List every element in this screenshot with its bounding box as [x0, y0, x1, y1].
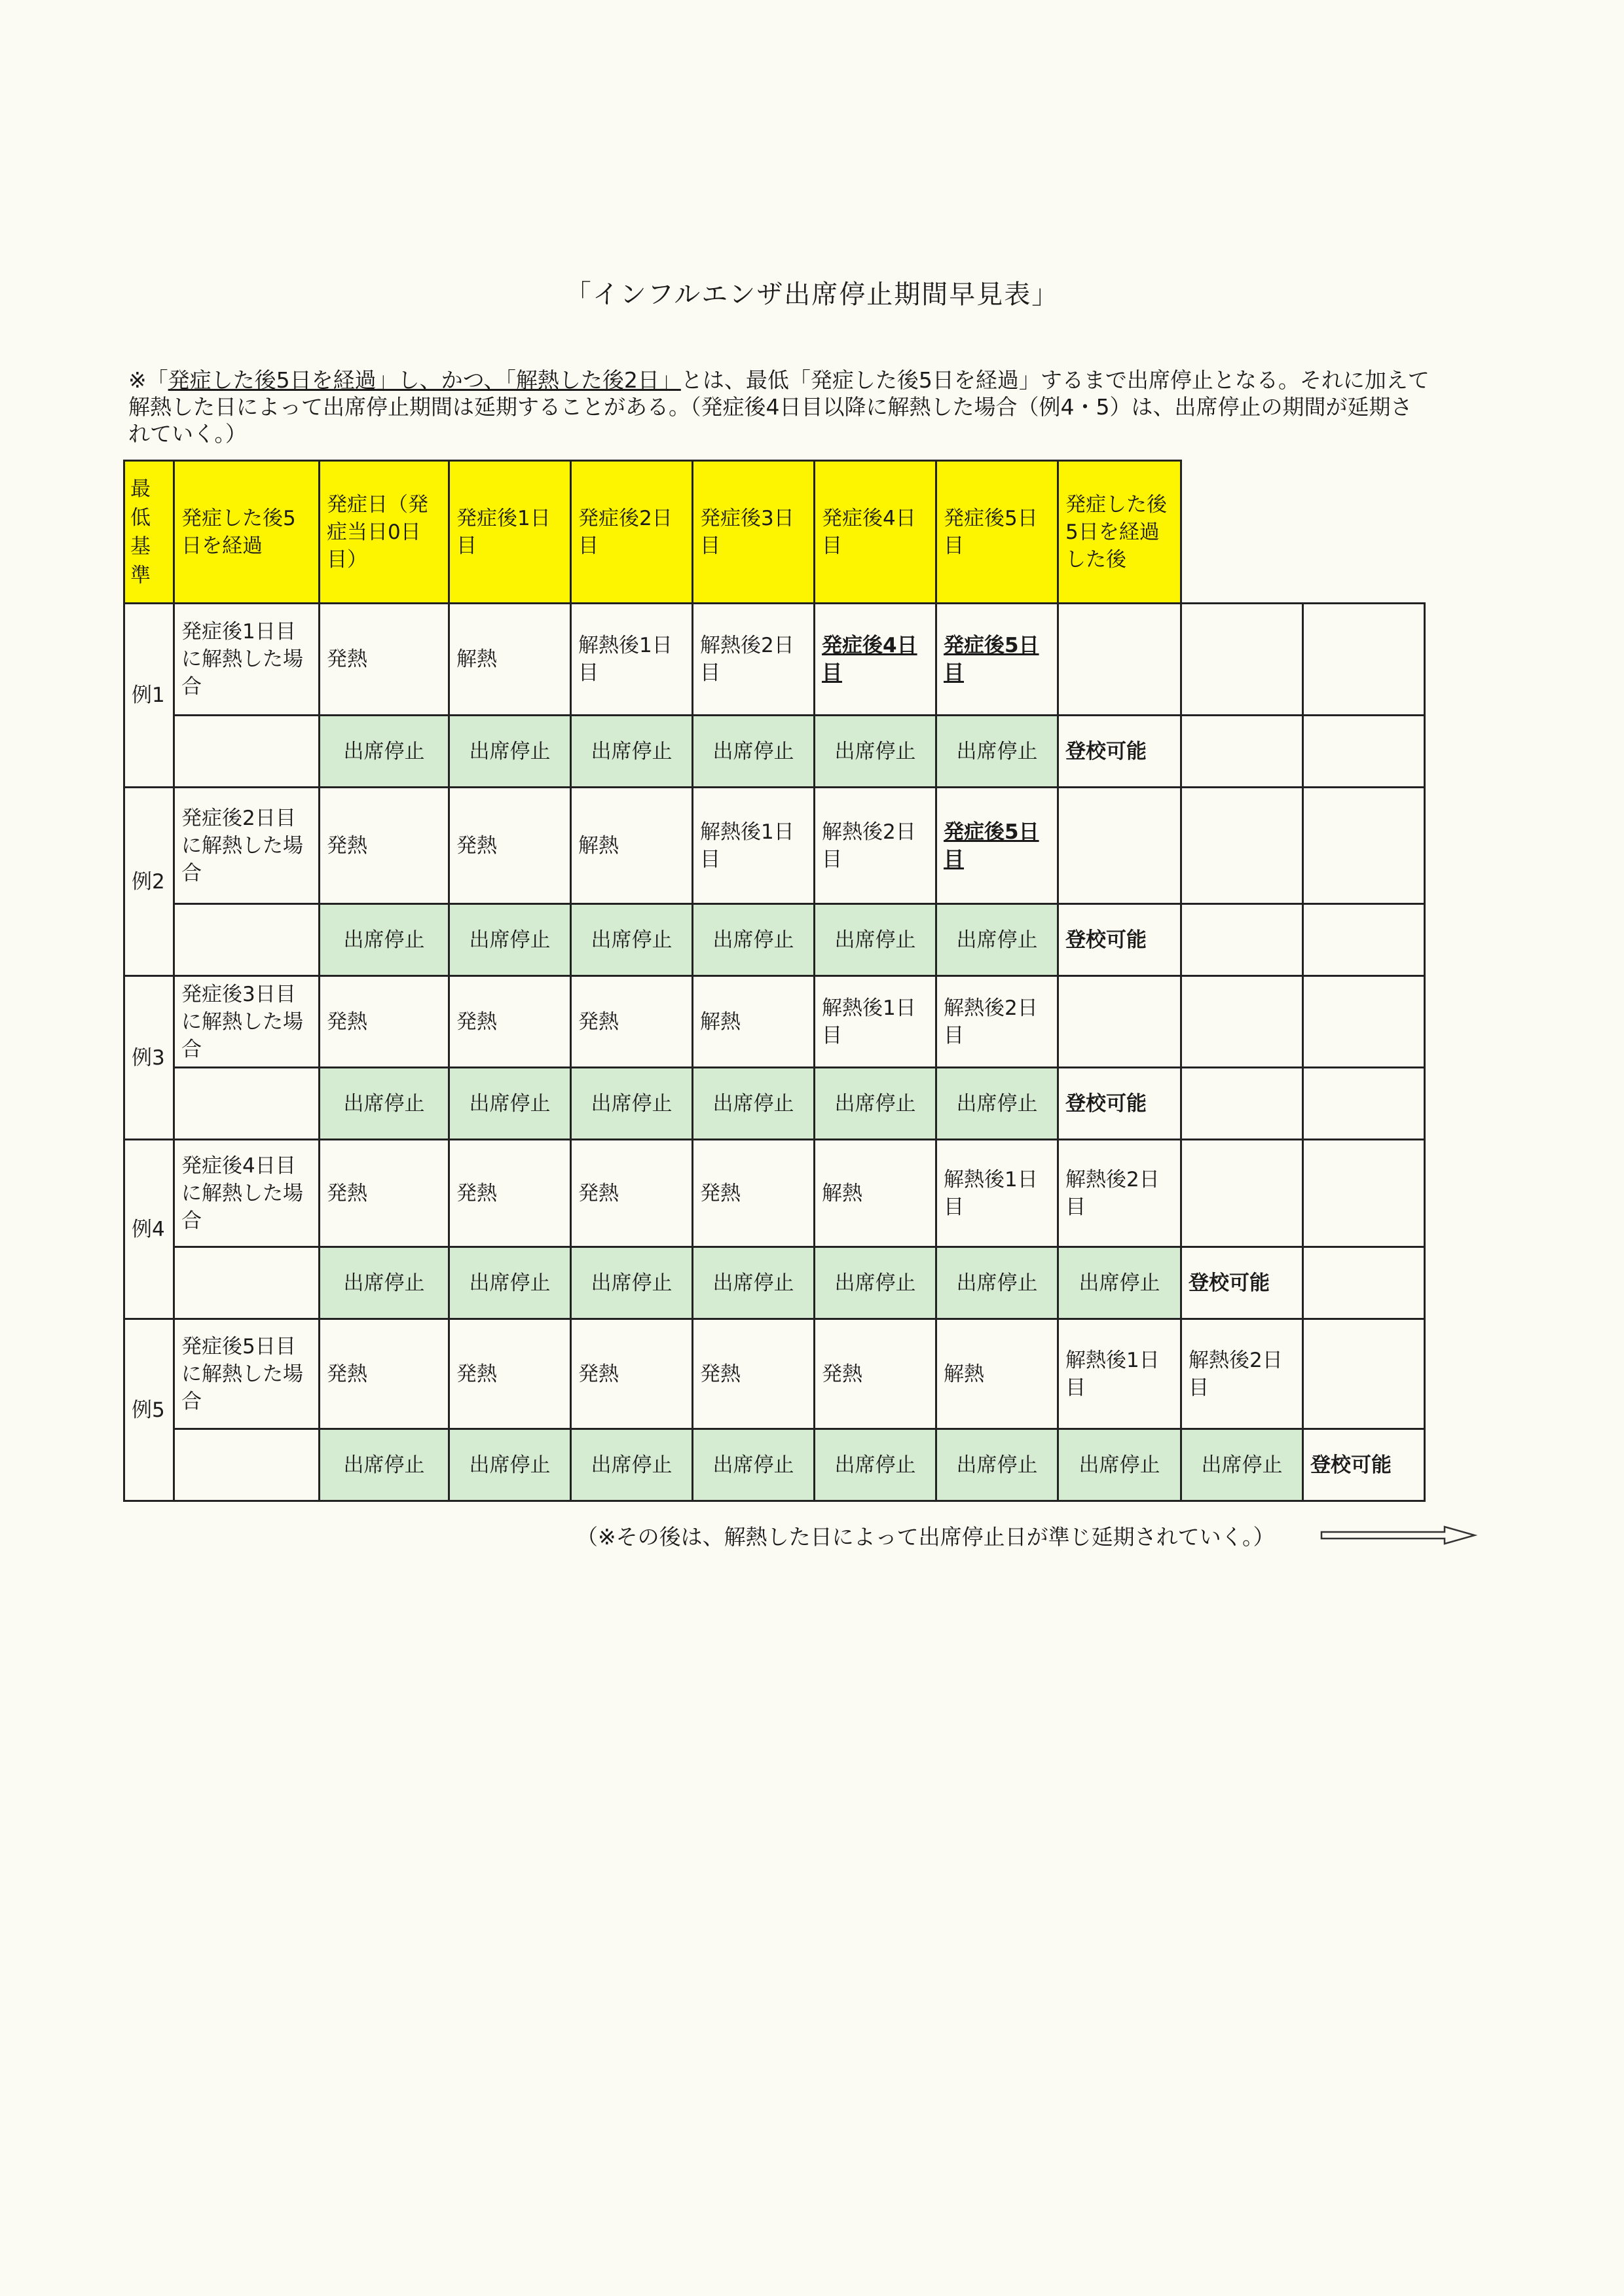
example-2-status-row	[124, 788, 1425, 904]
example-5-status-row	[124, 1319, 1425, 1429]
example-1-status-row	[124, 604, 1425, 716]
stop-cell: 出席停止	[936, 1068, 1058, 1140]
header-day0: 発症日（発症当日0日目）	[320, 461, 449, 604]
status-cell: 解熱後1日目	[936, 1140, 1058, 1247]
status-cell: 解熱後2日目	[1058, 1140, 1181, 1247]
header-row	[124, 461, 1425, 604]
status-cell: 解熱	[571, 788, 693, 904]
status-cell: 解熱後1日目	[693, 788, 815, 904]
right-arrow-icon	[1320, 1525, 1477, 1545]
stop-cell: 出席停止	[571, 1068, 693, 1140]
status-cell: 発熱	[320, 604, 449, 716]
stop-cell: 出席停止	[320, 904, 449, 976]
ok-cell: 登校可能	[1303, 1429, 1425, 1501]
stop-cell: 出席停止	[693, 716, 815, 788]
status-cell: 発熱	[449, 788, 571, 904]
stop-cell: 出席停止	[815, 1429, 936, 1501]
status-cell: 発症後4日目	[815, 604, 936, 716]
stop-cell: 出席停止	[449, 904, 571, 976]
footnote: （※その後は、解熱した日によって出席停止日が準じ延期されていく。）	[576, 1524, 1275, 1550]
stop-cell: 出席停止	[936, 1247, 1058, 1319]
stop-cell: 出席停止	[1058, 1429, 1181, 1501]
example-label: 例2	[124, 788, 174, 976]
status-cell: 解熱	[693, 976, 815, 1068]
status-cell: 解熱	[449, 604, 571, 716]
stop-cell: 出席停止	[693, 904, 815, 976]
stop-cell: 出席停止	[815, 716, 936, 788]
status-cell: 発熱	[693, 1140, 815, 1247]
example-4-status-row	[124, 1140, 1425, 1247]
example-label: 例4	[124, 1140, 174, 1319]
example-2-attendance-row	[124, 904, 1425, 976]
example-label: 例5	[124, 1319, 174, 1501]
status-cell: 解熱後1日目	[571, 604, 693, 716]
stop-cell: 出席停止	[815, 1247, 936, 1319]
stop-cell: 出席停止	[571, 1429, 693, 1501]
stop-cell: 出席停止	[449, 716, 571, 788]
status-cell: 発熱	[449, 1140, 571, 1247]
example-desc: 発症後1日目に解熱した場合	[174, 604, 320, 716]
status-cell: 発症後5日目	[936, 788, 1058, 904]
status-cell: 発熱	[815, 1319, 936, 1429]
example-desc: 発症後4日目に解熱した場合	[174, 1140, 320, 1247]
example-desc: 発症後2日目に解熱した場合	[174, 788, 320, 904]
example-3-attendance-row	[124, 1068, 1425, 1140]
header-day5: 発症後5日目	[936, 461, 1058, 604]
stop-cell: 出席停止	[571, 904, 693, 976]
schedule-table	[123, 460, 1426, 1502]
note-text: ※「発症した後5日を経過」し、かつ、「解熱した後2日」とは、最低「発症した後5日を経過」するまで出席停止となる。それに加えて解熱した日によって出席停止期間は延期することがある。（発症後4日目以降に解熱した場合（例4・5）は、出席停止の期間が延期されていく。）	[128, 367, 1430, 446]
page-title: 「インフルエンザ出席停止期間早見表」	[564, 280, 1060, 310]
example-3-status-row	[124, 976, 1425, 1068]
status-cell: 発熱	[449, 1319, 571, 1429]
status-cell: 解熱後2日目	[693, 604, 815, 716]
status-cell: 発熱	[320, 788, 449, 904]
header-day1: 発症後1日目	[449, 461, 571, 604]
stop-cell: 出席停止	[571, 716, 693, 788]
ok-cell: 登校可能	[1058, 1068, 1181, 1140]
example-label: 例3	[124, 976, 174, 1140]
ok-cell: 登校可能	[1181, 1247, 1303, 1319]
status-cell: 発熱	[320, 976, 449, 1068]
stop-cell: 出席停止	[449, 1429, 571, 1501]
stop-cell: 出席停止	[320, 1068, 449, 1140]
stop-cell: 出席停止	[320, 1429, 449, 1501]
header-day2: 発症後2日目	[571, 461, 693, 604]
status-cell: 発症後5日目	[936, 604, 1058, 716]
note-underlined: 発症した後5日を経過」し、かつ、「解熱した後2日」	[168, 367, 681, 393]
status-cell: 解熱	[815, 1140, 936, 1247]
stop-cell: 出席停止	[449, 1068, 571, 1140]
stop-cell: 出席停止	[815, 1068, 936, 1140]
header-day4: 発症後4日目	[815, 461, 936, 604]
stop-cell: 出席停止	[815, 904, 936, 976]
example-desc: 発症後3日目に解熱した場合	[174, 976, 320, 1068]
status-cell: 解熱後1日目	[815, 976, 936, 1068]
stop-cell: 出席停止	[936, 1429, 1058, 1501]
header-day3: 発症後3日目	[693, 461, 815, 604]
status-cell: 解熱後2日目	[1181, 1319, 1303, 1429]
status-cell: 発熱	[693, 1319, 815, 1429]
status-cell: 発熱	[320, 1140, 449, 1247]
stop-cell: 出席停止	[936, 716, 1058, 788]
stop-cell: 出席停止	[1181, 1429, 1303, 1501]
example-label: 例1	[124, 604, 174, 788]
example-5-attendance-row	[124, 1429, 1425, 1501]
status-cell: 発熱	[449, 976, 571, 1068]
stop-cell: 出席停止	[320, 1247, 449, 1319]
header-label: 最低基準	[124, 461, 174, 604]
example-desc: 発症後5日目に解熱した場合	[174, 1319, 320, 1429]
ok-cell: 登校可能	[1058, 904, 1181, 976]
status-cell: 発熱	[571, 1140, 693, 1247]
stop-cell: 出席停止	[320, 716, 449, 788]
status-cell: 解熱	[936, 1319, 1058, 1429]
stop-cell: 出席停止	[693, 1068, 815, 1140]
stop-cell: 出席停止	[693, 1429, 815, 1501]
example-4-attendance-row	[124, 1247, 1425, 1319]
stop-cell: 出席停止	[693, 1247, 815, 1319]
example-1-attendance-row	[124, 716, 1425, 788]
stop-cell: 出席停止	[449, 1247, 571, 1319]
header-after: 発症した後5日を経過した後	[1058, 461, 1181, 604]
status-cell: 解熱後2日目	[936, 976, 1058, 1068]
header-criterion: 発症した後5日を経過	[174, 461, 320, 604]
status-cell: 発熱	[571, 976, 693, 1068]
ok-cell: 登校可能	[1058, 716, 1181, 788]
status-cell: 解熱後2日目	[815, 788, 936, 904]
stop-cell: 出席停止	[571, 1247, 693, 1319]
status-cell: 発熱	[320, 1319, 449, 1429]
stop-cell: 出席停止	[936, 904, 1058, 976]
status-cell: 発熱	[571, 1319, 693, 1429]
stop-cell: 出席停止	[1058, 1247, 1181, 1319]
status-cell: 解熱後1日目	[1058, 1319, 1181, 1429]
